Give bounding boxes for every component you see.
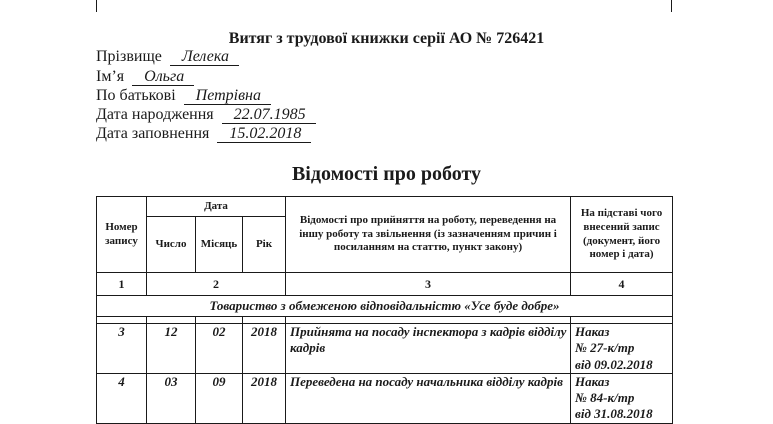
- record-basis: [571, 324, 673, 374]
- record-basis-line: Наказ: [575, 324, 610, 339]
- page-edge-left: [96, 0, 97, 12]
- fill-date-value: 15.02.2018: [217, 126, 311, 143]
- table-row: [97, 373, 673, 423]
- column-number: 3: [286, 273, 571, 296]
- record-number: 4: [97, 373, 147, 423]
- organization-row: [97, 296, 673, 317]
- column-number-row: [97, 273, 673, 296]
- record-day: 03: [147, 373, 196, 423]
- patronymic-field: [96, 87, 271, 105]
- first-name-label: Ім’я: [96, 68, 125, 85]
- document-title: Витяг з трудової книжки серії АО № 726421: [228, 30, 545, 47]
- birth-date-label: Дата народження: [96, 106, 214, 123]
- record-basis-line: № 27-к/тр: [575, 340, 635, 356]
- patronymic-label: По батькові: [96, 87, 176, 104]
- first-name-value: Ольга: [132, 69, 194, 86]
- birth-date-field: [96, 106, 316, 124]
- section-title: Відомості про роботу: [291, 163, 482, 185]
- record-basis: [571, 373, 673, 423]
- header-basis: На підставі чого внесений запис (документ, його номер і дата): [571, 197, 673, 273]
- header-record-number: Номер запису: [97, 197, 147, 273]
- column-number: 2: [147, 273, 286, 296]
- record-basis-line: від 31.08.2018: [575, 406, 653, 422]
- record-basis-line: № 84-к/тр: [575, 390, 635, 405]
- record-basis-line: Наказ: [575, 373, 610, 389]
- header-day: Число: [147, 217, 196, 273]
- surname-field: [96, 48, 239, 66]
- employment-records-table: [96, 196, 673, 424]
- record-number: 3: [97, 324, 147, 374]
- table-row: [97, 324, 673, 374]
- first-name-field: [96, 68, 194, 86]
- record-basis-line: від 09.02.2018: [575, 356, 653, 372]
- record-info: Переведена на посаду начальника відділу кадрів: [286, 373, 571, 423]
- birth-date-value: 22.07.1985: [222, 107, 316, 124]
- record-day: 12: [147, 324, 196, 374]
- column-number: 1: [97, 273, 147, 296]
- header-month: Місяць: [196, 217, 243, 273]
- surname-value: Лелека: [170, 49, 239, 66]
- fill-date-label: Дата заповнення: [96, 125, 210, 142]
- column-number: 4: [571, 273, 673, 296]
- page-edge-right: [671, 0, 672, 12]
- surname-label: Прізвище: [96, 48, 162, 65]
- fill-date-field: [96, 125, 311, 143]
- patronymic-value: Петрівна: [184, 88, 271, 105]
- header-date: Дата: [147, 197, 286, 217]
- header-year: Рік: [243, 217, 286, 273]
- record-month: 02: [196, 324, 243, 374]
- header-row: [97, 197, 673, 217]
- record-year: 2018: [243, 373, 286, 423]
- record-info: Прийнята на посаду інспектора з кадрів відділу кадрів: [286, 324, 571, 374]
- record-year: 2018: [243, 324, 286, 374]
- organization-name: Товариство з обмеженою відповідальністю «Усе буде добре»: [97, 296, 673, 317]
- record-month: 09: [196, 373, 243, 423]
- spacer-row: [97, 317, 673, 324]
- header-work-info: Відомості про прийняття на роботу, переведення на іншу роботу та звільнення (із зазначенням причин і посиланням на статтю, пункт закону): [286, 197, 571, 273]
